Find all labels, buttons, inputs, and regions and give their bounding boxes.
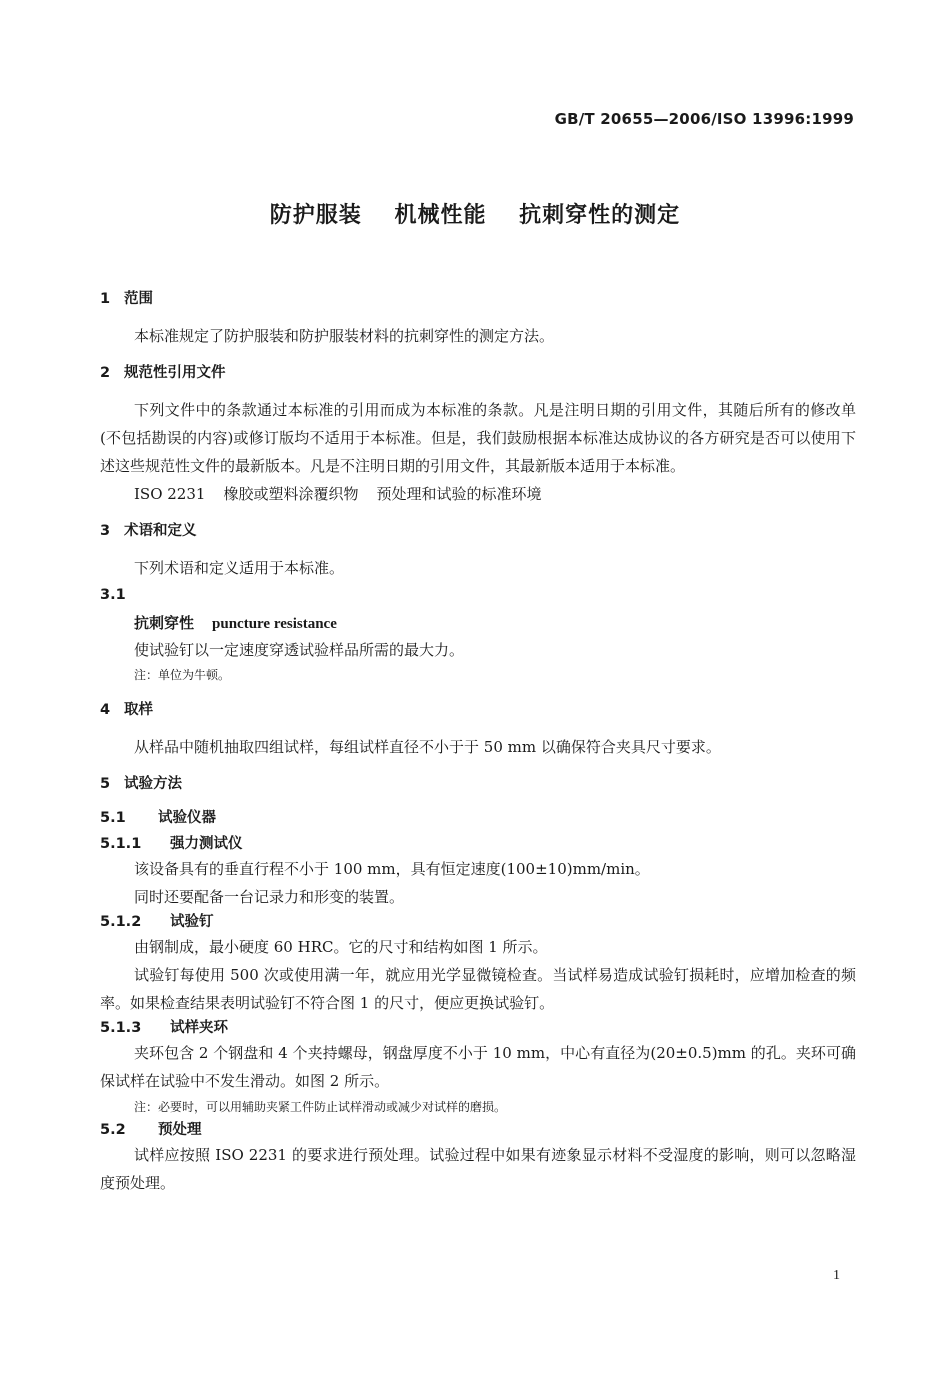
document-body: [100, 288, 856, 1197]
section-3-heading: 3 术语和定义: [100, 523, 197, 539]
term-note: 注：单位为牛顿。: [134, 668, 231, 682]
normative-reference: ISO 2231 橡胶或塑料涂覆织物 预处理和试验的标准环境: [134, 485, 542, 503]
section-5-1-2-paragraph-1: 由钢制成，最小硬度 60 HRC。它的尺寸和结构如图 1 所示。: [134, 938, 548, 956]
term-entry: 抗刺穿性 puncture resistance: [134, 614, 337, 632]
section-2-paragraph: 下列文件中的条款通过本标准的引用而成为本标准的条款。凡是注明日期的引用文件，其随后所有的修改单(不包括勘误的内容)或修订版均不适用于本标准。但是，我们鼓励根据本标准达成协议的各方研究是否可以使用下述这些规范性文件的最新版本。凡是不注明日期的引用文件，其最新版本适用于本标准。: [100, 401, 856, 475]
section-5-2-heading: 5.2 预处理: [100, 1122, 202, 1138]
page-number: 1: [833, 1268, 840, 1283]
section-4-paragraph: 从样品中随机抽取四组试样，每组试样直径不小于于 50 mm 以确保符合夹具尺寸要求。: [134, 738, 721, 756]
section-5-1-1-paragraph-1: 该设备具有的垂直行程不小于 100 mm，具有恒定速度(100±10)mm/min。: [134, 860, 650, 878]
section-1-heading: 1 范围: [100, 291, 153, 307]
section-5-1-2-paragraph-2: 试验钉每使用 500 次或使用满一年，就应用光学显微镜检查。当试样易造成试验钉损耗时，应增加检查的频率。如果检查结果表明试验钉不符合图 1 的尺寸，便应更换试验钉。: [100, 966, 856, 1012]
document-title: [0, 198, 950, 229]
section-5-1-3-note: 注：必要时，可以用辅助夹紧工件防止试样滑动或减少对试样的磨损。: [134, 1100, 507, 1114]
section-3-1-heading: 3.1: [100, 587, 126, 603]
section-5-heading: 5 试验方法: [100, 776, 182, 792]
section-2-heading: 2 规范性引用文件: [100, 365, 226, 381]
section-5-1-2-heading: 5.1.2 试验钉: [100, 914, 214, 930]
section-5-1-3-heading: 5.1.3 试样夹环: [100, 1020, 228, 1036]
section-5-2-paragraph: 试样应按照 ISO 2231 的要求进行预处理。试验过程中如果有迹象显示材料不受湿度的影响，则可以忽略湿度预处理。: [100, 1146, 856, 1192]
term-definition: 使试验钉以一定速度穿透试验样品所需的最大力。: [134, 641, 465, 659]
section-5-1-3-paragraph: 夹环包含 2 个钢盘和 4 个夹持螺母，钢盘厚度不小于 10 mm，中心有直径为(20±0.5)mm 的孔。夹环可确保试样在试验中不发生滑动。如图 2 所示。: [100, 1044, 856, 1090]
standard-number: GB/T 20655—2006/ISO 13996:1999: [554, 110, 854, 128]
title-part-2: 机械性能: [394, 203, 487, 228]
section-5-1-heading: 5.1 试验仪器: [100, 810, 216, 826]
title-part-1: 防护服装: [269, 203, 362, 228]
section-5-1-1-heading: 5.1.1 强力测试仪: [100, 836, 243, 852]
title-part-3: 抗刺穿性的测定: [519, 203, 681, 228]
section-3-paragraph: 下列术语和定义适用于本标准。: [134, 559, 345, 577]
section-4-heading: 4 取样: [100, 702, 153, 718]
section-1-paragraph: 本标准规定了防护服装和防护服装材料的抗刺穿性的测定方法。: [134, 327, 555, 345]
section-5-1-1-paragraph-2: 同时还要配备一台记录力和形变的装置。: [134, 888, 405, 906]
